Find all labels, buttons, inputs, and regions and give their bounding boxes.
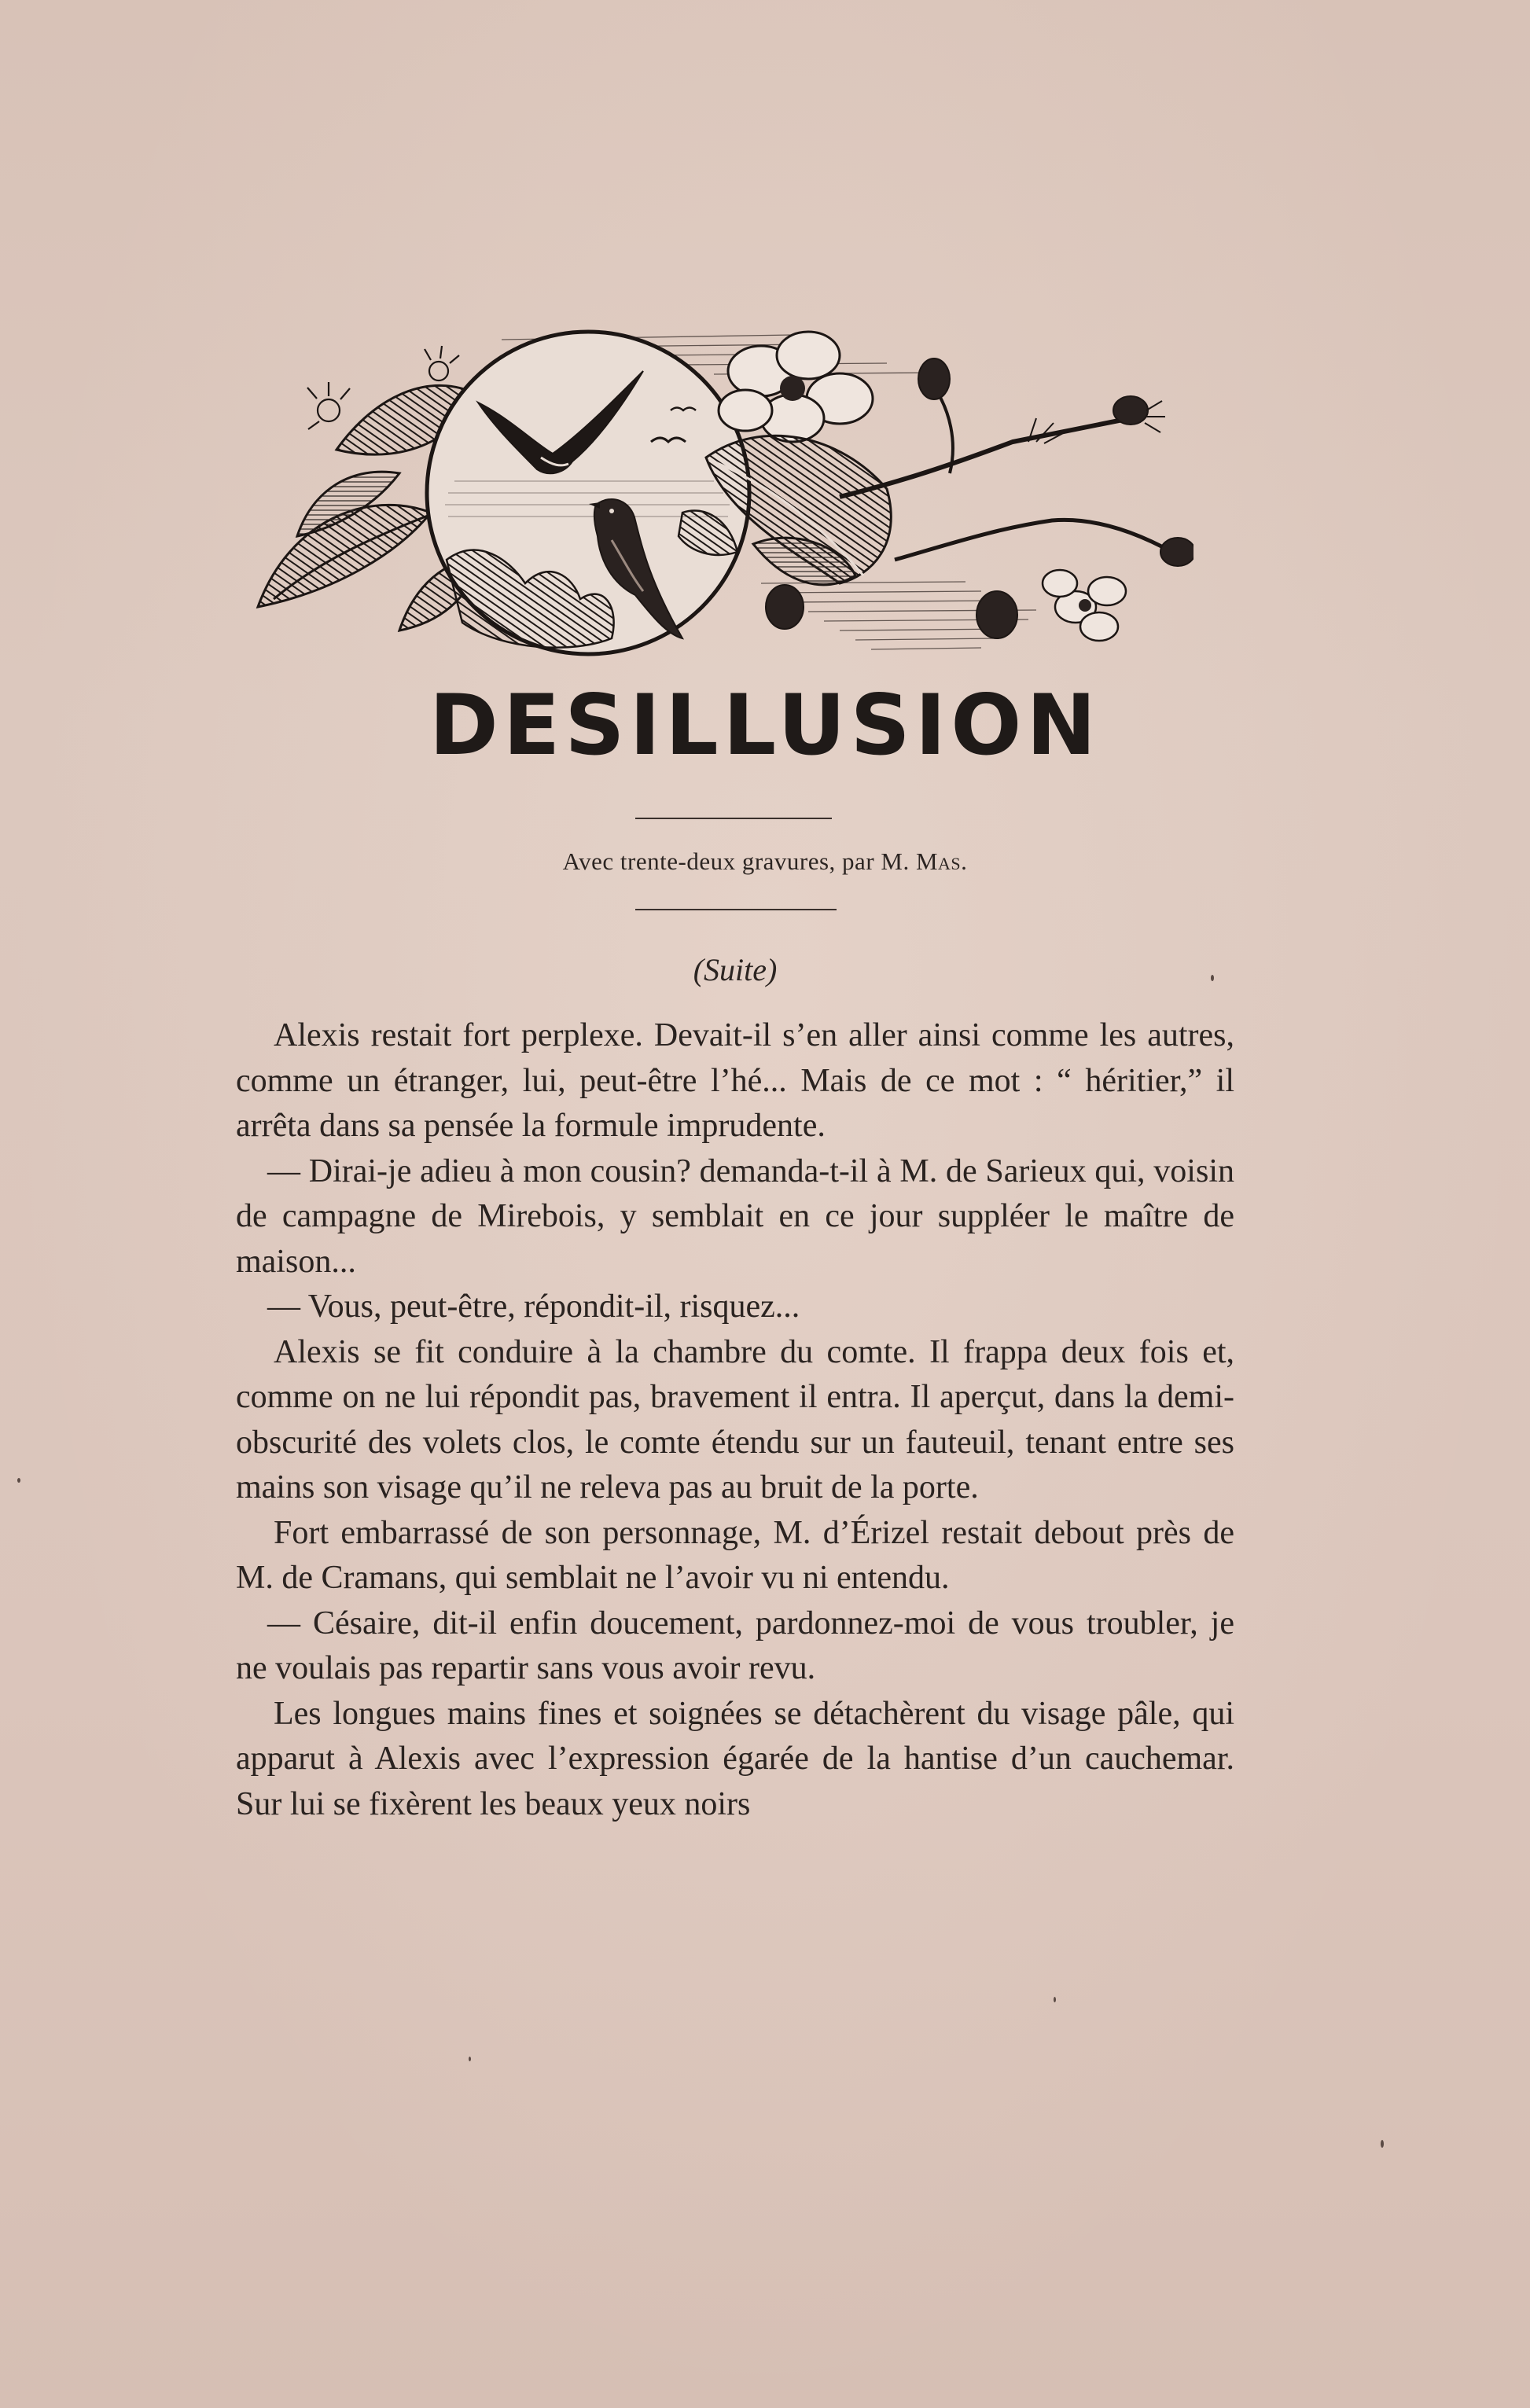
article-body [236, 1013, 1234, 1827]
paper-speck [1054, 1997, 1056, 2002]
continuation-label: (Suite) [693, 952, 778, 987]
article-title: DESILLUSION [428, 677, 1102, 774]
byline-prefix: Avec trente-deux gravures, par M. [562, 847, 916, 875]
paper-speck [17, 1478, 20, 1483]
paper-speck [1211, 975, 1214, 981]
paragraph: — Césaire, dit-il enfin doucement, pardonnez-moi de vous troubler, je ne voulais pas repartir sans vous avoir revu. [236, 1605, 1234, 1686]
byline-suffix: . [961, 847, 968, 875]
paragraph: Les longues mains fines et soignées se détachèrent du visage pâle, qui apparut à Alexis avec l’expression égarée de la hantise d’un cauchemar. Sur lui se fixèrent les beaux yeux noirs [236, 1695, 1234, 1822]
paragraph: — Dirai-je adieu à mon cousin? demanda-t-il à M. de Sarieux qui, voisin de campagne de Mirebois, y semblait en ce jour suppléer le maître de maison... [236, 1153, 1234, 1280]
paragraph: Alexis restait fort perplexe. Devait-il s’en aller ainsi comme les autres, comme un étranger, lui, peut-être l’hé... Mais de ce mot : “ héritier,” il arrêta dans sa pensée la formule imprudente. [236, 1017, 1234, 1144]
paragraph: Fort embarrassé de son personnage, M. d’Érizel restait debout près de M. de Cramans, qui semblait ne l’avoir vu ni entendu. [236, 1514, 1234, 1596]
bird-vignette-illustration [242, 324, 1193, 682]
paper-speck [1381, 2140, 1384, 2148]
title-divider-bottom [635, 909, 837, 910]
paragraph: — Vous, peut-être, répondit-il, risquez... [267, 1289, 800, 1325]
paragraph: Alexis se fit conduire à la chambre du comte. Il frappa deux fois et, comme on ne lui répondit pas, bravement il entra. Il aperçut, dans la demi-obscurité des volets clos, le comte étendu sur un fauteuil, tenant entre ses mains son visage qu’il ne releva pas au bruit de la porte. [236, 1333, 1234, 1505]
byline-author: Mas [915, 847, 962, 875]
byline [0, 847, 1530, 876]
title-divider-top [635, 818, 832, 819]
paper-speck [469, 2057, 471, 2061]
